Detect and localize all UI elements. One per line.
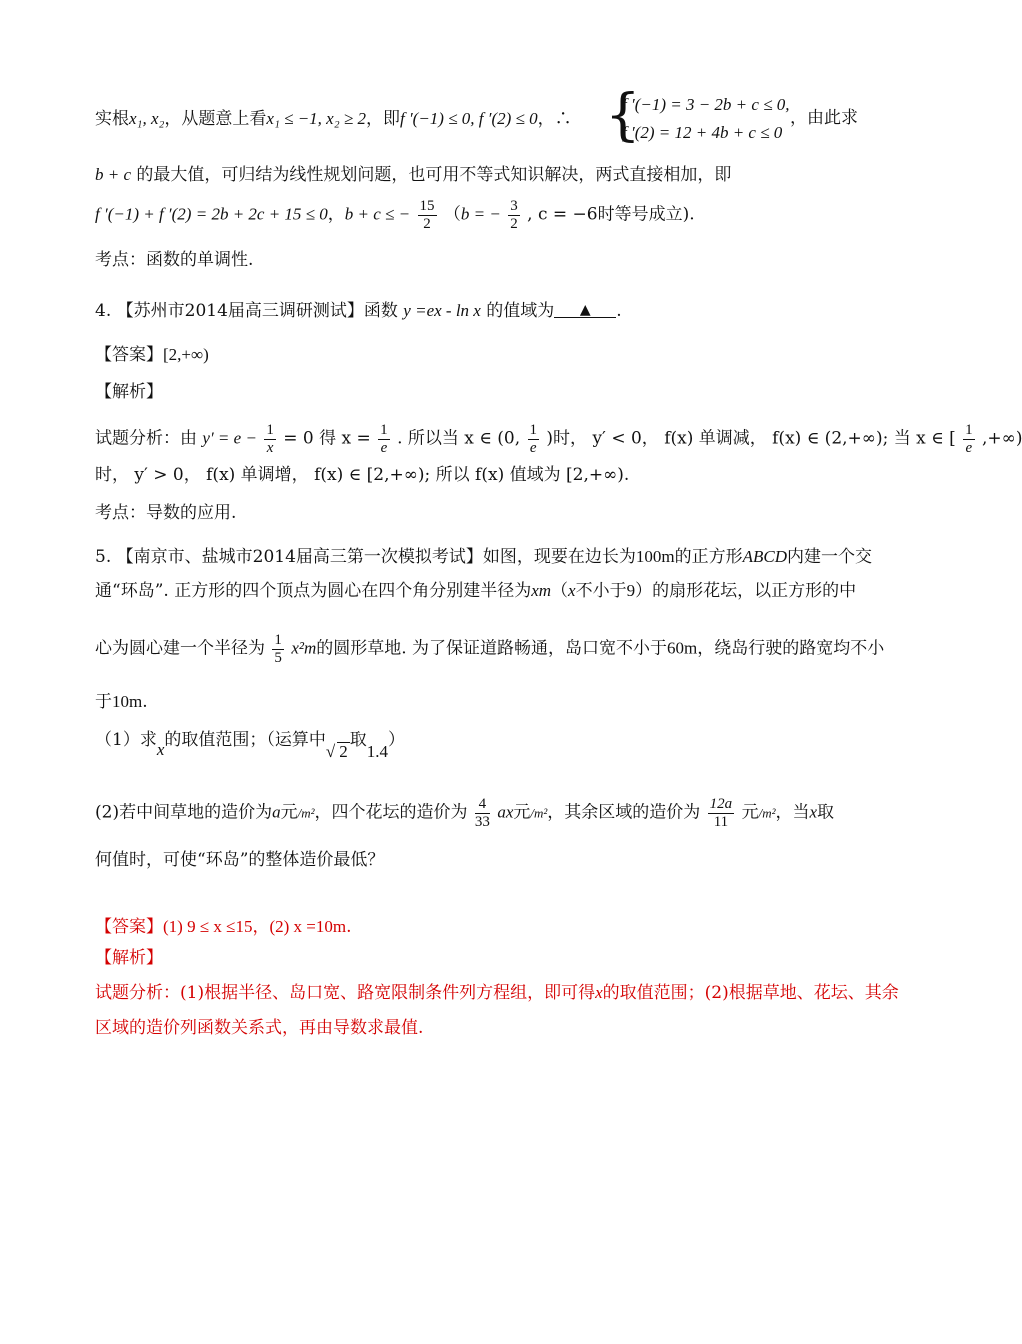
q3-line-2 (95, 166, 731, 184)
text: = 0 得 x = (283, 428, 371, 449)
q5-sub-2 (95, 796, 834, 830)
math: f ′(−1) + f ′(2) = 2b + 2c + 15 ≤ 0 (95, 204, 328, 224)
numerator: 15 (419, 198, 435, 214)
unit: /m² (530, 805, 548, 821)
q4-answer (95, 346, 209, 364)
sqrt-symbol: √ (325, 742, 336, 761)
system-eq-1: f ′(−1) = 3 − 2b + c ≤ 0, (622, 95, 790, 114)
q3-line-3 (95, 198, 695, 232)
text: 不小于 (575, 581, 627, 601)
answer-blank: ▲ (554, 303, 616, 318)
math: ax (497, 802, 514, 822)
numerator: 1 (266, 422, 274, 438)
text: ，四个花坛的造价为 (314, 802, 468, 823)
text: ,+∞) (982, 428, 1022, 449)
q3-kaodian: 考点：函数的单调性. (95, 250, 254, 270)
text: . 所以当 x ∈ (0, (397, 428, 521, 449)
math: 9 (626, 581, 636, 600)
text: 试题分析：由 (95, 428, 203, 449)
math: ABCD (742, 547, 788, 566)
text: 元 (280, 802, 298, 823)
text: ） (387, 730, 405, 750)
fraction (378, 422, 390, 456)
math: x (568, 581, 576, 600)
math: 10m (112, 692, 143, 711)
text: ，即 (365, 109, 400, 129)
fraction (264, 422, 276, 456)
denominator: 11 (713, 813, 729, 830)
text: 的最大值，可归结为线性规划问题，也可用不等式知识解决，两式直接相加，即 (131, 165, 732, 185)
q5-sub-2-cont: 何值时，可使“环岛”的整体造价最低？ (95, 850, 385, 870)
text: ，当 (775, 802, 810, 823)
answer-label: 【答案】 (95, 345, 163, 365)
q5-para-3 (95, 632, 884, 666)
q5-para-1 (95, 548, 872, 566)
q5-answer (95, 918, 352, 936)
math: x²m (291, 638, 317, 658)
function-expression: y =ex - ln x (403, 301, 481, 320)
math: x (809, 802, 818, 822)
q4-analysis-line-2: 时， y′ > 0， f(x) 单调增， f(x) ∈ [2,+∞); 所以 f(x) 值域为 [2,+∞). (95, 465, 630, 485)
q3-line-1-tail: ，由此求 (790, 108, 858, 128)
system-eq-2: f ′(2) = 12 + 4b + c ≤ 0 (622, 123, 783, 142)
math: x₁, x₂ (129, 109, 165, 128)
q4-title (95, 302, 622, 320)
numerator: 1 (274, 632, 282, 648)
text: （ (443, 204, 461, 225)
denominator: e (380, 439, 388, 456)
math: f ′(−1) ≤ 0, f ′(2) ≤ 0 (399, 109, 538, 128)
math: b + c (95, 165, 132, 184)
numerator: 3 (510, 198, 518, 214)
text: ，从题意上看 (164, 109, 267, 129)
text: （ (551, 581, 569, 601)
text: . (142, 692, 148, 712)
numerator: 4 (475, 796, 490, 814)
math: 60m (667, 638, 698, 658)
text: 的值域为 (480, 301, 555, 321)
text: ，其余区域的造价为 (547, 802, 701, 823)
denominator: x (266, 439, 274, 456)
math: x (156, 740, 165, 759)
answer-value: [2,+∞) (163, 345, 209, 364)
text: 试题分析：(1)根据半径、岛口宽、路宽限制条件列方程组，即可得 (95, 983, 596, 1003)
numerator: 12a (709, 796, 733, 812)
q3-line-1 (95, 110, 572, 128)
text: 的取值范围；（运算中 (164, 730, 326, 750)
numerator: 1 (529, 422, 538, 438)
text: 的取值范围；(2)根据草地、花坛、其余 (602, 983, 899, 1003)
math: a (272, 802, 281, 822)
text: . (616, 301, 622, 321)
numerator: 1 (380, 422, 388, 438)
q5-para-4 (95, 693, 148, 711)
math: 100m (635, 547, 675, 566)
math: x (595, 983, 603, 1002)
fraction (963, 422, 975, 456)
fraction (272, 632, 284, 666)
text: 心为圆心建一个半径为 (95, 638, 265, 659)
text: 实根 (95, 109, 129, 129)
text: , c = −6时等号成立). (527, 204, 695, 225)
q5-jiexi-label: 【解析】 (95, 948, 163, 968)
text: (2)若中间草地的造价为 (95, 802, 273, 823)
answer-label: 【答案】 (95, 917, 163, 937)
text: 于 (95, 692, 112, 712)
text: ，∴ (537, 109, 572, 129)
denominator: 33 (474, 813, 490, 830)
denominator: e (965, 439, 973, 456)
text: ， (327, 204, 345, 225)
fraction (708, 796, 735, 830)
denominator: e (529, 439, 537, 456)
math: b = − (460, 204, 501, 224)
answer-part-2: ，(2) x =10m (252, 917, 347, 936)
denominator: 2 (423, 215, 431, 232)
text: ）的扇形花坛，以正方形的中 (635, 581, 857, 601)
fraction (508, 198, 520, 232)
math: 1.4 (366, 742, 388, 761)
text: . (346, 917, 352, 937)
math: xm (531, 581, 552, 600)
system-brace: { (605, 83, 641, 148)
text: 的圆形草地. 为了保证道路畅通，岛口宽不小于 (316, 638, 668, 659)
text: 取 (349, 730, 367, 750)
math: x₁ ≤ −1, x₂ ≥ 2 (266, 109, 366, 128)
fraction (475, 796, 490, 830)
q5-analysis-line-2: 区域的造价列函数关系式，再由导数求最值. (95, 1018, 424, 1038)
text: )时， y′ < 0， f(x) 单调减， f(x) ∈ (2,+∞); 当 x ∈ [ (546, 428, 956, 449)
q5-para-2 (95, 582, 856, 600)
denominator: 5 (274, 649, 282, 666)
fraction (418, 198, 437, 232)
numerator: 1 (965, 422, 973, 438)
text: 元 (513, 802, 531, 823)
q4-jiexi-label: 【解析】 (95, 382, 163, 402)
unit: /m² (758, 805, 776, 821)
text: 的正方形 (674, 547, 743, 567)
sqrt-radicand: 2 (339, 742, 348, 761)
text: 取 (817, 802, 835, 823)
text: 4. 【苏州市2014届高三调研测试】函数 (95, 301, 404, 321)
text: 内建一个交 (787, 547, 873, 567)
text: ，绕岛行驶的路宽均不小 (697, 638, 885, 659)
answer-part-1: (1) 9 ≤ x ≤15 (163, 917, 253, 936)
math: b + c ≤ − (344, 204, 411, 224)
q5-analysis-line-1 (95, 984, 899, 1002)
q4-kaodian: 考点：导数的应用. (95, 503, 237, 523)
text: 通“环岛”. 正方形的四个顶点为圆心在四个角分别建半径为 (95, 581, 532, 601)
text: 5. 【南京市、盐城市2014届高三第一次模拟考试】如图，现要在边长为 (95, 547, 636, 567)
fraction (528, 422, 540, 456)
unit: /m² (297, 805, 315, 821)
q4-analysis-line-1 (95, 422, 1022, 456)
text: （1）求 (95, 730, 157, 750)
q5-sub-1 (95, 730, 405, 761)
math: y′ = e − (202, 428, 257, 448)
text: 元 (741, 802, 759, 823)
denominator: 2 (510, 215, 518, 232)
